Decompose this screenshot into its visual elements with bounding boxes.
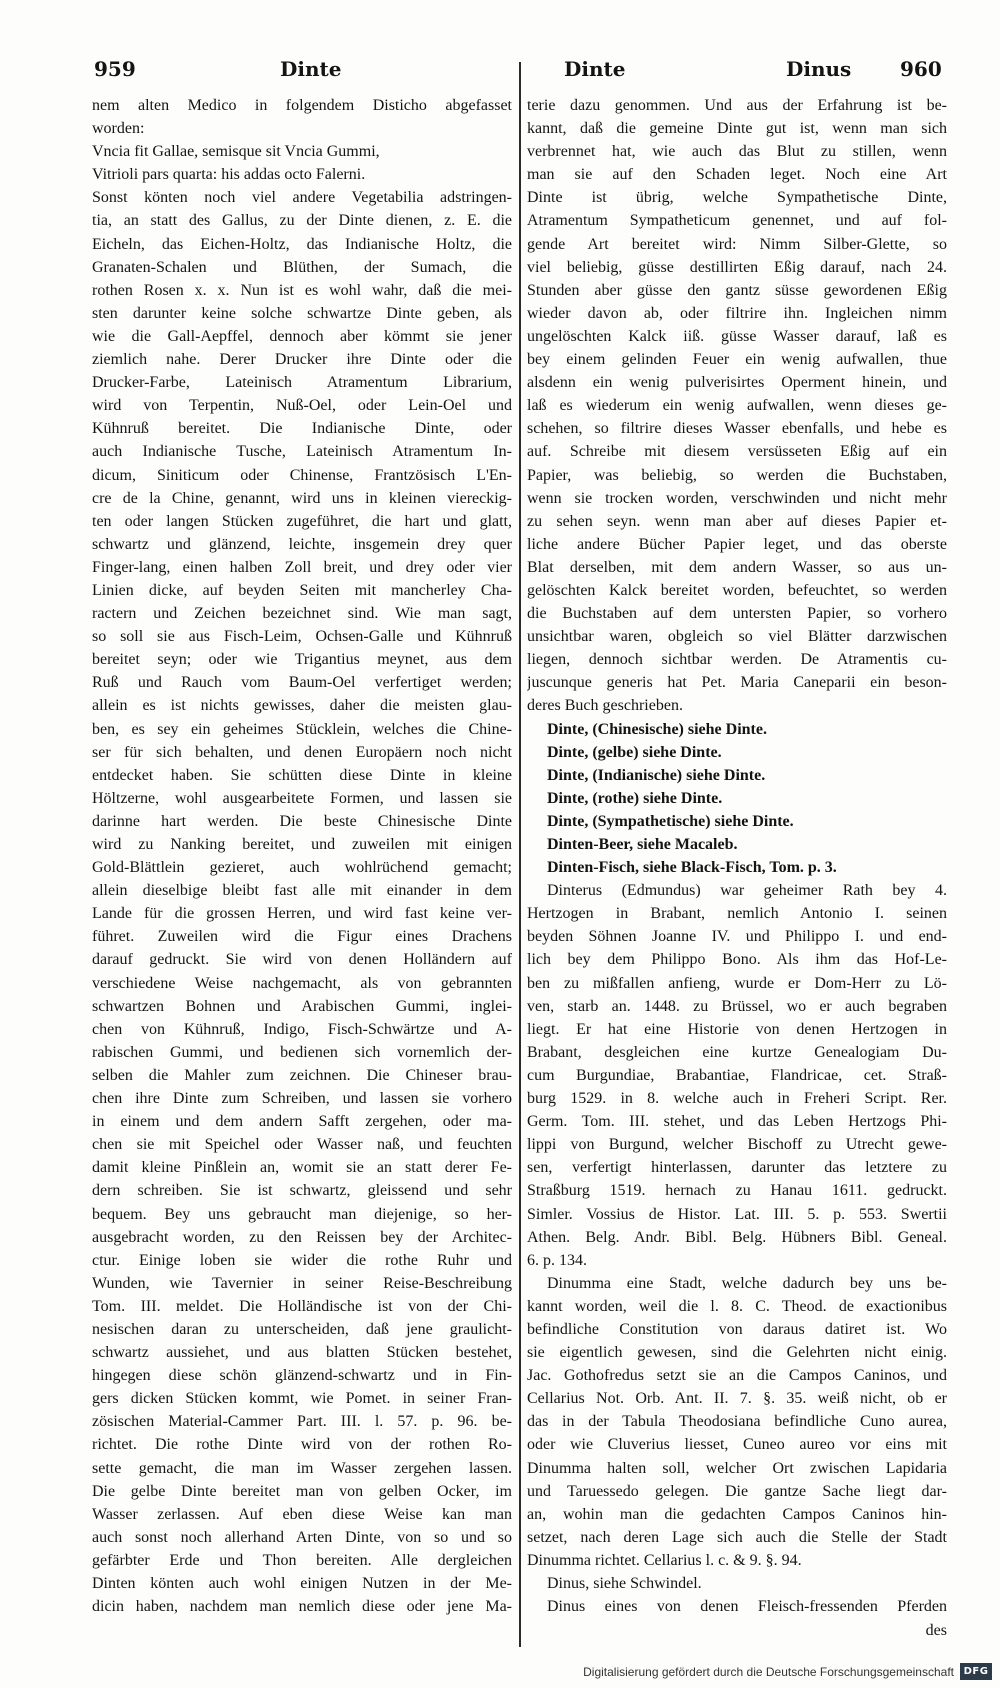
running-head-right-last: Dinus <box>786 57 852 81</box>
text-line: lippi von Burgund, welcher Bischoff zu Utrecht gewe- <box>527 1136 947 1154</box>
text-line: Gold-Blättlein gezieret, auch wohlrüchend gemacht; <box>92 859 512 877</box>
page-number-left: 959 <box>94 57 136 81</box>
text-line: auch sonst noch allerhand Arten Dinte, von so und so <box>92 1528 512 1546</box>
catchword: des <box>925 1622 947 1639</box>
text-line: Dinus eines von denen Fleisch-fressenden Pferden <box>547 1598 947 1616</box>
text-line: dicum, Siniticum oder Chinense, Frantzösisch L'En- <box>92 466 512 484</box>
text-line: lich bey dem Philippo Bono. Als ihm das Hof-Le- <box>527 951 947 969</box>
text-line: Dinte ist übrig, welche Sympathetische Dinte, <box>527 189 947 207</box>
text-line: ser für sich behalten, und denen Europäern noch nicht <box>92 743 512 761</box>
text-line: bequem. Bey uns gebraucht man diejenige, so her- <box>92 1205 512 1223</box>
text-line: beyden Söhnen Joanne IV. und Philippo I. und end- <box>527 928 947 946</box>
text-line: an, wohin man die gedachten Campos Caninos hin- <box>527 1505 947 1523</box>
text-line: ungelöschten Kalck iiß. güsse Wasser darauf, laß es <box>527 327 947 345</box>
text-line: Papier, was beliebig, so werden die Buchstaben, <box>527 466 947 484</box>
text-line: Germ. Tom. III. stehet, und das Leben Hertzogs Phi- <box>527 1113 947 1131</box>
text-line: bey einem gelinden Feuer ein wenig aufwallen, thue <box>527 351 947 369</box>
text-line: entdecket haben. Sie schütten diese Dinte in kleine <box>92 766 512 784</box>
text-line: allein dieselbige bleibt fast alle mit einander in dem <box>92 882 512 900</box>
text-line: viel beliebig, güsse destillirten Eßig darauf, nach 24. <box>527 258 947 276</box>
text-line: liegen, dennoch sichtbar werden. De Atramentis cu- <box>527 651 947 669</box>
text-line: und Taruessedo gelegen. Die gantze Sache liegt dar- <box>527 1482 947 1500</box>
text-line: juscunque generis hat Pet. Maria Caneparii ein beson- <box>527 674 947 692</box>
page-number-right: 960 <box>900 57 942 81</box>
text-line: Sonst könten noch viel andere Vegetabilia adstringen- <box>92 189 512 207</box>
text-line: Jac. Gothofredus setzt sie an die Campos Caninos, und <box>527 1367 947 1385</box>
text-line: cum Burgundiae, Brabantiae, Flandricae, cet. Straß- <box>527 1066 947 1084</box>
text-line: ractern und Zeichen bezeichnet sind. Wie man sagt, <box>92 605 512 623</box>
text-line: schehen, so filtrire dieses Wasser ebenfalls, und hebe es <box>527 420 947 438</box>
text-line: Dinten-Fisch, siehe Black-Fisch, Tom. p. 3. <box>547 859 837 877</box>
text-line: Dinte, (gelbe) siehe Dinte. <box>547 743 722 761</box>
running-head-right-first: Dinte <box>564 57 626 81</box>
text-line: gende Art bereitet wird: Nimm Silber-Glette, so <box>527 235 947 253</box>
text-line: Dinten-Beer, siehe Macaleb. <box>547 836 738 853</box>
text-line: Dinumma halten soll, welcher Ort zwischen Lapidaria <box>527 1459 947 1477</box>
text-line: Simler. Vossius de Histor. Lat. III. 5. p. 553. Swertii <box>527 1205 947 1223</box>
text-line: sten darunter keine solche schwartze Dinte geben, als <box>92 304 512 322</box>
text-line: man sie auf den Schaden leget. Noch eine Art <box>527 166 947 184</box>
text-line: das in der Tabula Theodosiana befindliche Cuno aurea, <box>527 1413 947 1431</box>
text-line: zösischen Material-Cammer Part. III. l. 57. p. 96. be- <box>92 1413 512 1431</box>
text-line: hingegen diese schön glänzend-schwartz und in Fin- <box>92 1367 512 1385</box>
text-line: kannt, daß die gemeine Dinte gut ist, wenn man sich <box>527 120 947 138</box>
text-line: befindliche Constitution von daraus datiret ist. Wo <box>527 1320 947 1338</box>
text-line: kannt worden, weil die l. 8. C. Theod. de exactionibus <box>527 1297 947 1315</box>
text-line: tia, an statt des Gallus, zu der Dinte dienen, z. E. die <box>92 212 512 230</box>
text-line: schwartz und glänzend, leichte, insgemein drey quer <box>92 535 512 553</box>
dfg-logo: DFG <box>960 1663 992 1680</box>
text-line: dicin haben, nachdem man nemlich diese oder jene Ma- <box>92 1598 512 1616</box>
text-line: liche andere Bücher Papier leget, und das oberste <box>527 535 947 553</box>
text-line: führet. Zuweilen wird die Figur eines Drachens <box>92 928 512 946</box>
text-line: Granaten-Schalen und Blüthen, der Sumach, die <box>92 258 512 276</box>
text-line: Atramentum Sympatheticum genennet, und auf fol- <box>527 212 947 230</box>
text-line: sen, verfertigt hinterlassen, darunter das letztere zu <box>527 1159 947 1177</box>
text-line: oder wie Cluverius liesset, Cuneo aureo vor eins mit <box>527 1436 947 1454</box>
text-line: Lande für die grossen Herren, und wird fast keine ver- <box>92 905 512 923</box>
text-line: Drucker-Farbe, Lateinisch Atramentum Librarium, <box>92 374 512 392</box>
text-line: so soll sie aus Fisch-Leim, Ochsen-Galle und Kühnruß <box>92 628 512 646</box>
text-line: Die gelbe Dinte bereitet man von gelben Ocker, im <box>92 1482 512 1500</box>
text-line: Ruß und Rauch vom Baum-Oel verfertiget werden; <box>92 674 512 692</box>
text-line: nesischen daran zu unterscheiden, daß jene graulicht- <box>92 1320 512 1338</box>
text-line: Vitrioli pars quarta: his addas octo Falerni. <box>92 166 366 184</box>
text-line: Dinumma eine Stadt, welche dadurch bey uns be- <box>547 1274 947 1292</box>
column-divider <box>519 62 521 1647</box>
text-line: 6. p. 134. <box>527 1251 587 1269</box>
text-line: rabischen Gummi, und bedienen sich vornemlich der- <box>92 1043 512 1061</box>
text-line: zu sehen seyn. wenn man aber auf dieses Papier et- <box>527 512 947 530</box>
text-line: Dinte, (Chinesische) siehe Dinte. <box>547 720 767 738</box>
text-line: Eicheln, das Eichen-Holtz, das Indianische Holtz, die <box>92 235 512 253</box>
text-line: rothen Rosen x. x. Nun ist es wohl wahr, daß die mei- <box>92 281 512 299</box>
text-line: ctur. Einige loben sie wider die rothe Ruhr und <box>92 1251 512 1269</box>
text-line: ven, starb an. 1448. zu Brüssel, wo er auch begraben <box>527 997 947 1015</box>
text-line: darauf gedruckt. Sie wird von denen Holländern auf <box>92 951 512 969</box>
text-line: Dinte, (rothe) siehe Dinte. <box>547 789 723 807</box>
text-line: ben, es sey ein geheimes Stücklein, welches die Chine- <box>92 720 512 738</box>
text-line: cre de la Chine, genannt, wird uns in kleinen viereckig- <box>92 489 512 507</box>
text-line: Vncia fit Gallae, semisque sit Vncia Gummi, <box>92 143 380 161</box>
text-line: Dinterus (Edmundus) war geheimer Rath bey 4. <box>547 882 947 900</box>
text-line: schwartz aussiehet, und aus blatten Stücken bestehet, <box>92 1344 512 1362</box>
text-line: sette gemacht, die man im Wasser zergehen lassen. <box>92 1459 512 1477</box>
text-line: Dinumma richtet. Cellarius l. c. & 9. §. 94. <box>527 1551 802 1569</box>
text-line: setzet, nach deren Lage sich auch die Stelle der Stadt <box>527 1528 947 1546</box>
text-line: ziemlich nahe. Derer Drucker ihre Dinte oder die <box>92 351 512 369</box>
text-line: chen ihre Dinte zum Schreiben, und lassen sie vorhero <box>92 1090 512 1108</box>
footer-funding-note: Digitalisierung gefördert durch die Deutsche Forschungsgemeinschaft <box>583 1665 954 1679</box>
text-line: Dinte, (Indianische) siehe Dinte. <box>547 766 766 784</box>
text-line: Cellarius Not. Orb. Ant. II. 7. §. 35. weiß nicht, ob er <box>527 1390 947 1408</box>
text-line: laß es wiederum ein wenig aufwallen, wenn dieses ge- <box>527 397 947 415</box>
text-line: selben die Mahler zum zeichnen. Die Chineser brau- <box>92 1066 512 1084</box>
text-line: Dinte, (Sympathetische) siehe Dinte. <box>547 812 794 830</box>
text-line: verbrennet hat, wie auch das Blut zu stillen, wenn <box>527 143 947 161</box>
text-line: chen von Kühnruß, Indigo, Fisch-Schwärtze und A- <box>92 1020 512 1038</box>
text-line: dern schreiben. Sie ist schwartz, gleissend und sehr <box>92 1182 512 1200</box>
text-line: sie eigentlich gewesen, sind die Gelehrten nicht einig. <box>527 1344 947 1362</box>
text-line: Stunden aber güsse den gantz süsse gewordenen Eßig <box>527 281 947 299</box>
text-line: burg 1529. in 8. welche auch in Freheri Script. Rer. <box>527 1090 947 1108</box>
text-line: gefärbter Erde und Thon bereiten. Alle dergleichen <box>92 1551 512 1569</box>
text-line: auch Indianische Tusche, Lateinisch Atramentum In- <box>92 443 512 461</box>
text-line: unsichtbar waren, obgleich so viel Blätter darzwischen <box>527 628 947 646</box>
text-line: Dinus, siehe Schwindel. <box>547 1575 702 1592</box>
text-line: wird zu Nanking bereitet, und zuweilen mit einigen <box>92 836 512 853</box>
text-line: auf. Schreibe mit diesem versüsseten Eßig auf ein <box>527 443 947 461</box>
text-line: gelöschten Kalck bereitet worden, befeuchtet, so werden <box>527 581 947 599</box>
text-line: alsdenn ein wenig pulverisirtes Operment hinein, und <box>527 374 947 392</box>
text-line: Blat derselben, mit dem andern Wasser, so aus un- <box>527 558 947 576</box>
text-line: ten oder langen Stücken zugeführet, die hart und glatt, <box>92 512 512 530</box>
running-head-left: Dinte <box>280 57 342 81</box>
text-line: Wasser zerlassen. Auf eben diese Weise kan man <box>92 1505 512 1523</box>
text-line: wie die Gall-Aepffel, dennoch aber kömmt sie jener <box>92 327 512 345</box>
text-line: ausgebracht worden, zu den Reissen bey der Architec- <box>92 1228 512 1246</box>
text-line: verschiedene Weise nachgemacht, als von gebrannten <box>92 974 512 992</box>
text-line: Brabant, desgleichen eine kurtze Genealogiam Du- <box>527 1043 947 1061</box>
text-line: wird von Terpentin, Nuß-Oel, oder Lein-Oel und <box>92 397 512 415</box>
text-line: darinne hart werden. Die beste Chinesische Dinte <box>92 812 512 830</box>
text-line: Athen. Belg. Andr. Bibl. Belg. Hübners Bibl. Geneal. <box>527 1228 947 1246</box>
text-line: deres Buch geschrieben. <box>527 697 683 715</box>
text-line: Wunden, wie Tavernier in seiner Reise-Beschreibung <box>92 1274 512 1292</box>
text-line: wenn sie trocken worden, verschwinden und nicht mehr <box>527 489 947 507</box>
text-line: allein es ist nichts gewisses, daher die meisten glau- <box>92 697 512 715</box>
text-line: wieder davon ab, oder filtrire ihn. Ingleichen nimm <box>527 304 947 322</box>
text-line: Dinten könten auch wohl einigen Nutzen in der Me- <box>92 1575 512 1592</box>
text-line: richtet. Die rothe Dinte wird von der rothen Ro- <box>92 1436 512 1454</box>
text-line: worden: <box>92 120 145 138</box>
text-line: Linien dicke, auf beyden Seiten mit mancherley Cha- <box>92 581 512 599</box>
text-line: terie dazu genommen. Und aus der Erfahrung ist be- <box>527 97 947 114</box>
text-line: bereitet seyn; oder wie Trigantius meynet, aus dem <box>92 651 512 669</box>
text-line: Finger-lang, einen halben Zoll breit, und drey oder vier <box>92 558 512 576</box>
text-line: nem alten Medico in folgendem Disticho abgefasset <box>92 97 512 114</box>
text-line: Kühnruß bereitet. Die Indianische Dinte, oder <box>92 420 512 438</box>
text-line: liegt. Er hat eine Historie von denen Hertzogen in <box>527 1020 947 1038</box>
text-line: Höltzerne, wohl ausgearbeitete Formen, und lassen sie <box>92 789 512 807</box>
text-line: Hertzogen in Brabant, nemlich Antonio I. seinen <box>527 905 947 923</box>
text-line: Straßburg 1519. hernach zu Hanau 1611. gedruckt. <box>527 1182 947 1200</box>
text-line: chen sie mit Speichel oder Wasser naß, und feuchten <box>92 1136 512 1154</box>
text-line: die Buchstaben auf dem untersten Papier, so vorhero <box>527 605 947 623</box>
right-column <box>527 94 947 1618</box>
text-line: damit kleine Pinßlein an, womit sie an statt derer Fe- <box>92 1159 512 1177</box>
text-line: ben zu mißfallen anfieng, wurde er Dom-Herr zu Lö- <box>527 974 947 992</box>
text-line: gers dicken Stücken kommt, wie Pomet. in seiner Fran- <box>92 1390 512 1408</box>
text-line: in einem und dem andern Safft zergehen, oder ma- <box>92 1113 512 1131</box>
text-line: Tom. III. meldet. Die Holländische ist von der Chi- <box>92 1297 512 1315</box>
text-line: schwartzen Bohnen und Arabischen Gummi, inglei- <box>92 997 512 1015</box>
left-column <box>92 94 512 1618</box>
